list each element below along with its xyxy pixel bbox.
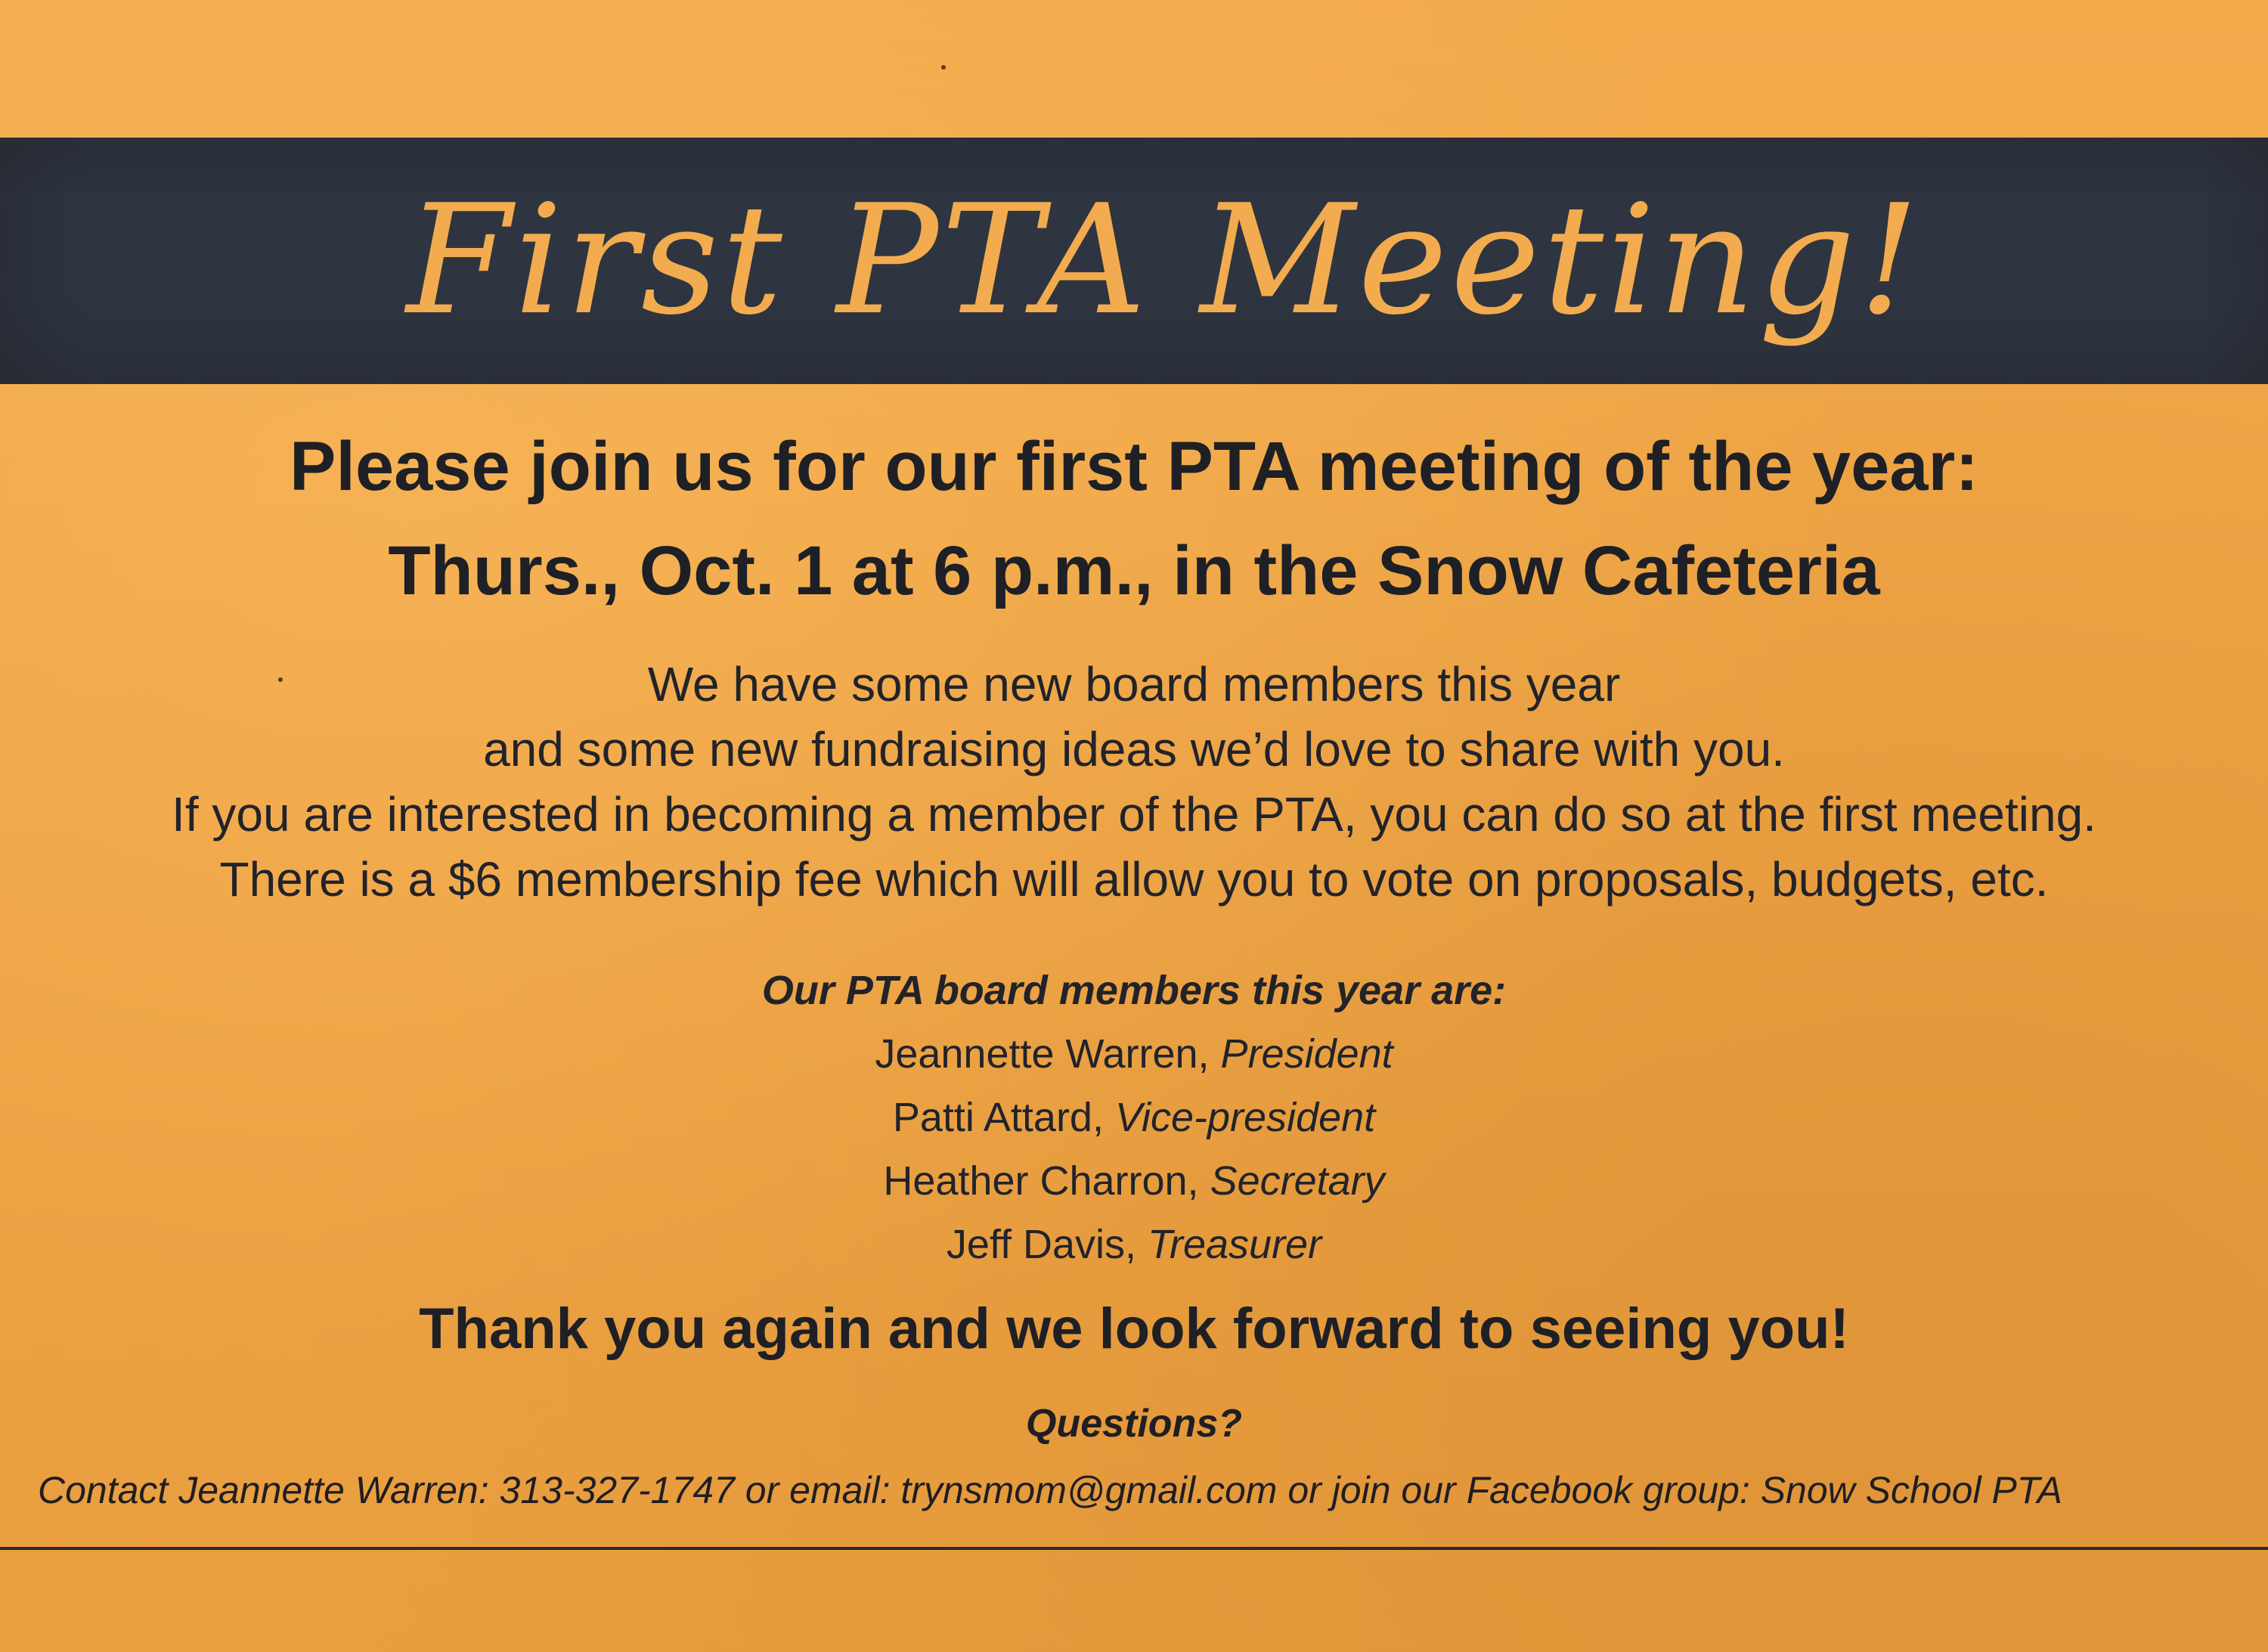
board-member — [0, 1086, 2268, 1149]
member-name: Heather Charron, — [883, 1158, 1210, 1204]
intro-paragraph — [0, 652, 2268, 912]
member-role: Treasurer — [1148, 1222, 1322, 1267]
intro-line: If you are interested in becoming a member of the PTA, you can do so at the first meeting. — [172, 787, 2096, 841]
headline-date-location: Thurs., Oct. 1 at 6 p.m., in the Snow Cafeteria — [388, 532, 1880, 609]
contact-info: Contact Jeannette Warren: 313-327-1747 or email: trynsmom@gmail.com or join our Facebook group: Snow School PTA — [38, 1469, 2062, 1511]
bottom-rule — [0, 1547, 2268, 1550]
headline-invitation: Please join us for our first PTA meeting of the year: — [290, 428, 1978, 505]
paper-speck — [941, 65, 946, 70]
member-name: Patti Attard, — [892, 1095, 1115, 1140]
board-member — [0, 1022, 2268, 1086]
member-name: Jeff Davis, — [946, 1222, 1148, 1267]
questions-label: Questions? — [1025, 1402, 1243, 1446]
thank-you-message: Thank you again and we look forward to seeing you! — [419, 1297, 1849, 1361]
meeting-headline — [0, 414, 2268, 623]
board-members — [0, 959, 2268, 1276]
member-role: Secretary — [1210, 1158, 1385, 1204]
intro-line: There is a $6 membership fee which will allow you to vote on proposals, budgets, etc. — [219, 852, 2049, 907]
intro-line: We have some new board members this year — [647, 657, 1621, 711]
board-heading: Our PTA board members this year are: — [761, 968, 1507, 1013]
member-name: Jeannette Warren, — [875, 1031, 1221, 1077]
member-role: Vice-president — [1114, 1095, 1376, 1140]
board-member — [0, 1213, 2268, 1276]
title-banner — [0, 138, 2268, 384]
intro-line: and some new fundraising ideas we’d love to share with you. — [483, 722, 1785, 776]
board-member — [0, 1149, 2268, 1213]
member-role: President — [1220, 1031, 1393, 1077]
flyer-title: First PTA Meeting! — [406, 172, 1923, 349]
